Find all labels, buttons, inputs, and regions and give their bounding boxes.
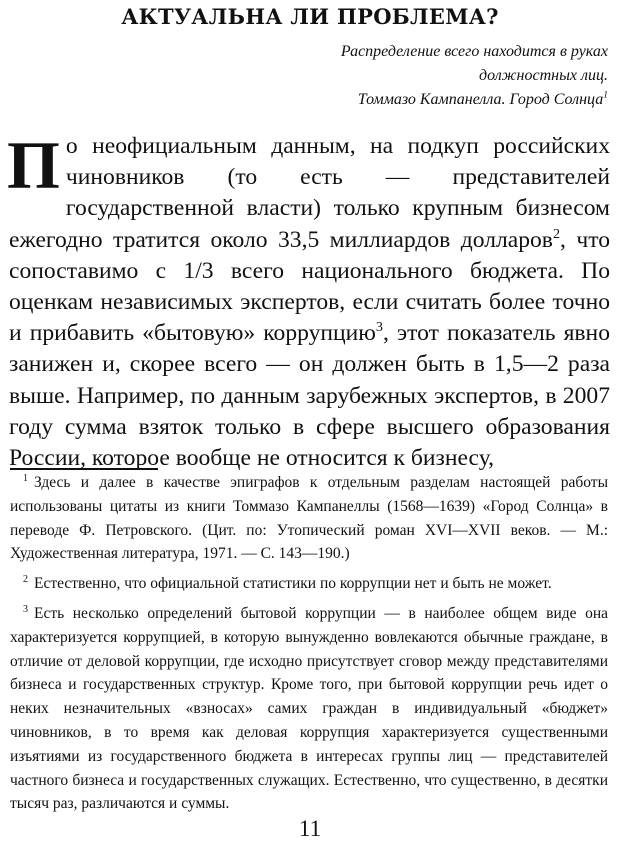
footnote-text: Здесь и далее в качестве эпиграфов к отдельным разделам настоящей работы использованы цитаты из книги Томмазо Кампанеллы (1568—1639) «Город Солнца» в переводе Ф. Петровского. (Цит. по: Утопический роман XVI—XVII веков. — М.: Художественная литература, 1971. — С. 143—190.) (10, 474, 608, 563)
main-paragraph (7, 127, 610, 474)
footnote-2 (10, 572, 608, 596)
footnote-ref-3: 3 (375, 319, 383, 336)
footnote-text: Есть несколько определений бытовой коррупции — в наиболее общем виде она характеризуется коррупцией, в которую вынужденно вовлекаются обычные граждане, в отличие от деловой коррупции, где исходно присутствует сговор между представителями бизнеса и государственных структур. Кроме того, при бытовой коррупции речь идет о неких незначительных «взносах» самих граждан в индивидуальный «бюджет» чиновников, в то время как деловая коррупция характеризуется существенными изъятиями из государственного бюджета в интересах группы лиц — представителей частного бизнеса и государственных служащих. Естественно, что существенно, в десятки тысяч раз, различаются и суммы. (10, 604, 608, 813)
footnote-number: 1 (23, 472, 28, 484)
epigraph (278, 40, 608, 112)
footnote-number: 3 (23, 603, 28, 615)
epigraph-footnote-ref: 1 (603, 89, 608, 101)
epigraph-quote: Распределение всего находится в руках должностных лиц. (340, 43, 608, 84)
page-number: 11 (298, 816, 322, 841)
footnote-separator (10, 468, 158, 470)
footnote-3 (10, 602, 608, 816)
footnote-text: Естественно, что официальной статистики по коррупции нет и быть не может. (34, 575, 552, 593)
paragraph-text-2: , что сопоставимо с 1/3 всего национального бюджета. По оценкам независимых экспертов, если считать более точно и прибавить «бытовую» коррупцию (9, 226, 610, 347)
footnote-number: 2 (23, 574, 28, 586)
epigraph-author (278, 88, 608, 112)
footnote-1 (10, 471, 608, 566)
section-title: АКТУАЛЬНА ЛИ ПРОБЛЕМА? (121, 4, 499, 29)
footnote-ref-2: 2 (552, 225, 561, 242)
epigraph-author-name: Томмазо Кампанелла. Город Солнца (357, 91, 604, 108)
paragraph-text-1: о неофициальным данным, на подкуп российских чиновников (то есть — представителей государственной власти) только крупным бизнесом ежегодно тратится около 33,5 миллиардов долларов (9, 133, 610, 253)
drop-cap: П (7, 127, 60, 203)
footnotes (10, 471, 608, 822)
paragraph-text-3: , этот показатель явно занижен и, скорее всего — он должен быть в 1,5—2 раза выше. Например, по данным зарубежных экспертов, в 2007 году сумма взяток только в сфере высшего образования России, которое вообще не относится к бизнесу, (9, 320, 610, 472)
